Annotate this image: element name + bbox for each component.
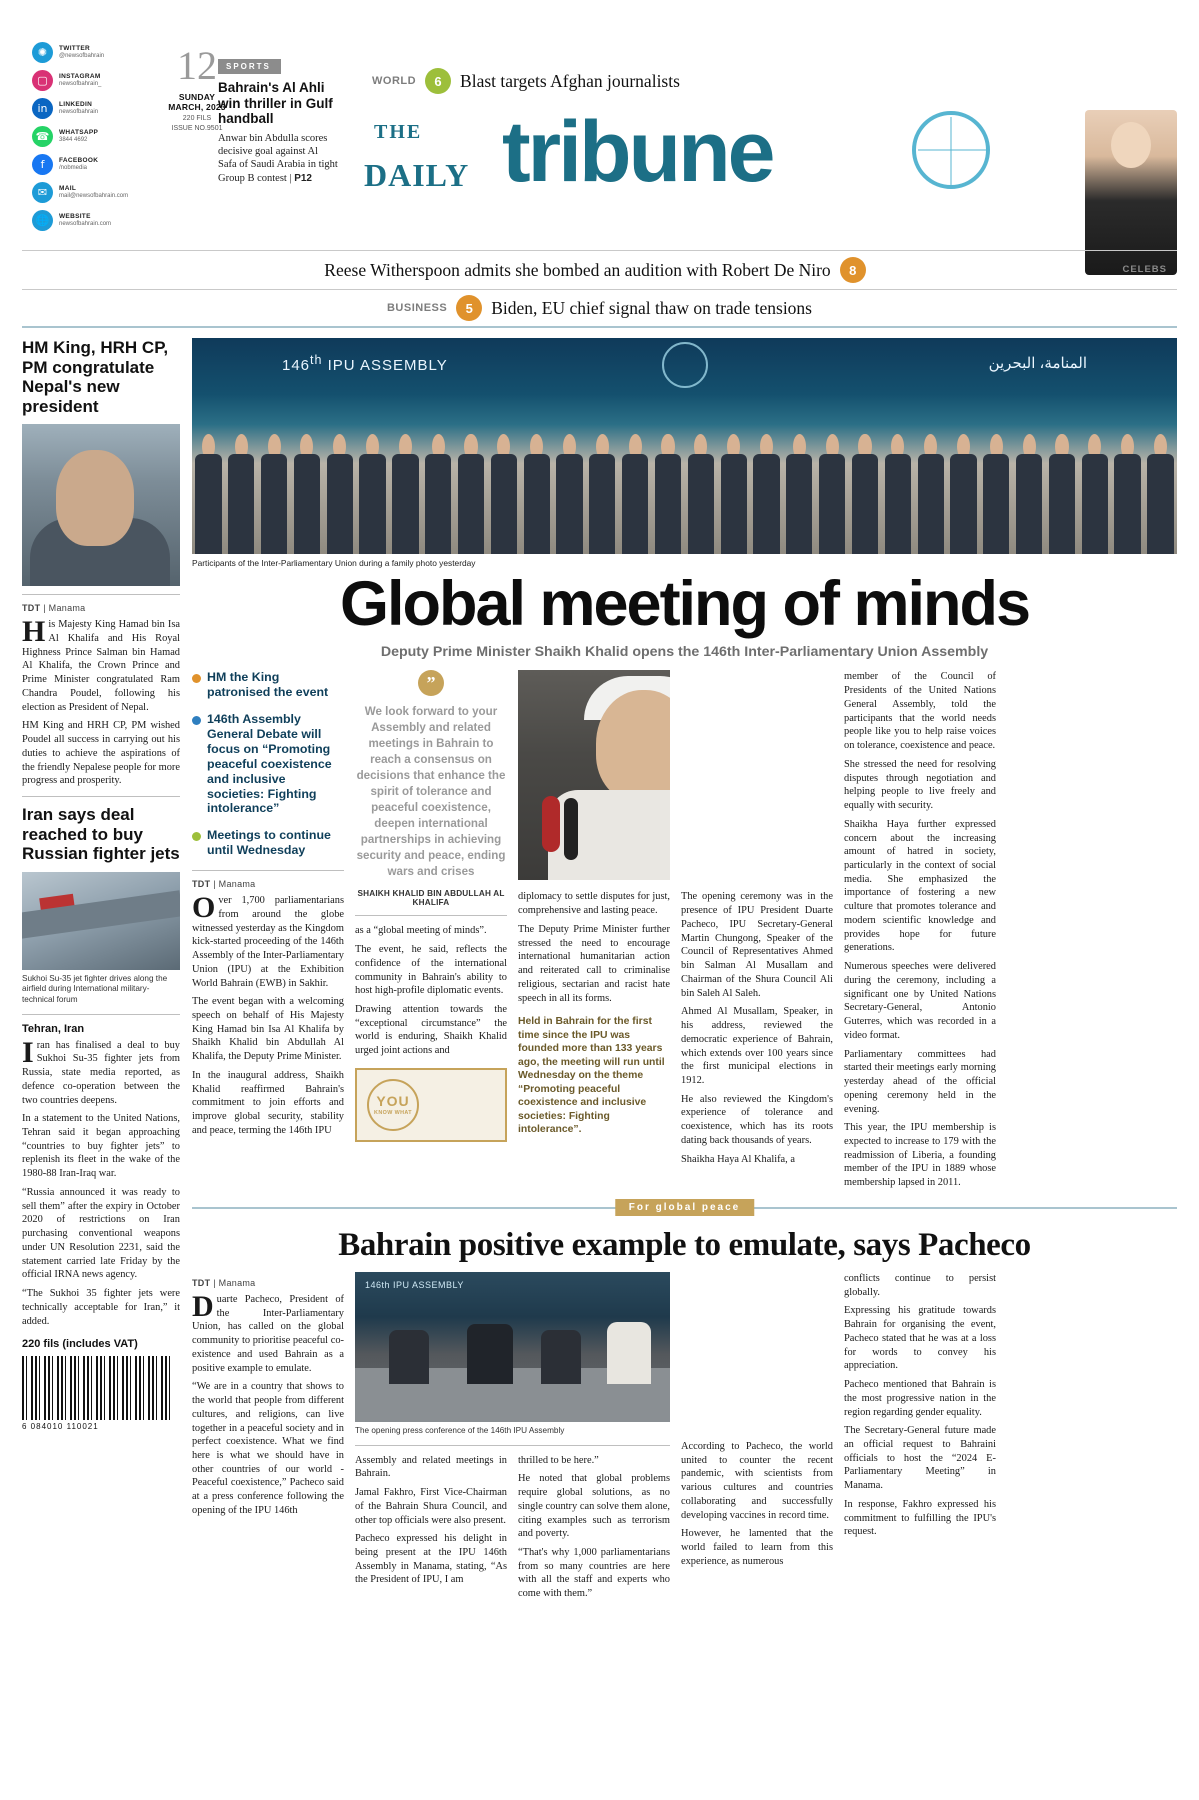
social-handle: @newsofbahrain [59, 52, 105, 59]
know-what-text: Held in Bahrain for the first time since the IPU was founded more than 133 years ago, the meeting will run until Wednesday on the theme “Promoting peaceful coexistence and inclusive societies: Fighting intolerance”. [518, 1016, 665, 1136]
byline-place: | Manama [213, 1277, 256, 1288]
social-row-mail[interactable] [32, 182, 152, 203]
paragraph: The event began with a welcoming speech on behalf of His Majesty King Hamad bin Isa Al Khalifa by Shaikh Khalid bin Abdullah Al Khalifa, the Deputy Prime Minister. [192, 996, 344, 1063]
left-rail [22, 338, 180, 1606]
section-divider [192, 1201, 1177, 1225]
photo-nepal-president [22, 424, 180, 586]
bullet-dot-icon [192, 716, 201, 725]
world-teaser-page-badge: 6 [425, 68, 451, 94]
logo-the: THE [374, 121, 423, 143]
sports-teaser[interactable] [218, 56, 338, 186]
lower-column-2 [355, 1272, 670, 1606]
sports-tag: SPORTS [218, 59, 281, 74]
bullet-text: HM the King patronised the event [207, 670, 329, 700]
business-teaser-text: Biden, EU chief signal thaw on trade tensions [491, 297, 812, 318]
paragraph: She stressed the need for resolving disputes through negotiation and helping people to live freely and equally with security. [844, 758, 996, 812]
business-teaser-page-badge: 5 [456, 295, 482, 321]
celeb-teaser-text: Reese Witherspoon admits she bombed an audition with Robert De Niro [324, 259, 831, 280]
social-row-website[interactable] [32, 210, 152, 231]
photo-ipu-family [192, 338, 1177, 554]
divider [355, 1445, 670, 1446]
paragraph: Pacheco expressed his delight in being present at the IPU 146th Assembly in Manama, stating, “As the President of IPU, I am [355, 1533, 507, 1586]
badge-bottom-label: KNOW WHAT [374, 1109, 412, 1116]
bullet-dot-icon [192, 832, 201, 841]
lower-column-1 [192, 1272, 344, 1606]
social-label: WEBSITE [59, 212, 91, 220]
pull-quote-column [355, 670, 507, 1194]
bullet-dot-icon [192, 674, 201, 683]
globe-icon: 🌐 [32, 210, 53, 231]
paragraph: conflicts continue to persist globally. [844, 1272, 996, 1298]
celeb-teaser-label: CELEBS [1122, 264, 1167, 275]
byline-place: | Manama [213, 879, 256, 890]
social-row-twitter[interactable] [32, 42, 152, 63]
main-story-columns [192, 670, 1177, 1194]
issue-day-number: 12 [177, 43, 217, 88]
logo-tribune: tribune [502, 104, 773, 200]
sports-teaser-text: Anwar bin Abdulla scores decisive goal against Al Safa of Saudi Arabia in tight Group B contest | [218, 132, 338, 184]
lower-column-4 [681, 1272, 833, 1606]
newspaper-logo[interactable] [352, 105, 1012, 230]
paragraph: HM King and HRH CP, PM wished Poudel all success in carrying out his duties to achieve the aspirations of the friendly Nepalese people for more progress and prosperity. [22, 720, 180, 787]
cover-price: 220 fils (includes VAT) [22, 1338, 138, 1351]
paragraph: In the inaugural address, Shaikh Khalid reaffirmed Bahrain's commitment to join efforts and improve global security, stability and peace, terming the 146th IPU [192, 1069, 344, 1136]
paragraph: His Majesty King Hamad bin Isa Al Khalifa and His Royal Highness Prince Salman bin Hamad Al Khalifa, the Crown Prince and Prime Minister congratulated Ram Chandra Poudel, following his election as President of Nepal. [22, 615, 180, 713]
issue-price: 220 FILS [182, 115, 212, 122]
paragraph: In a statement to the United Nations, Tehran said it began approaching “countries to buy fighter jets” to replenish its fleet in the wake of the 1980-88 Iran-Iraq war. [22, 1113, 180, 1180]
paragraph: Shaikha Haya Al Khalifa, a [681, 1153, 795, 1165]
social-label: TWITTER [59, 44, 90, 52]
social-handle: 3844 4692 [59, 136, 88, 143]
celeb-teaser-page-badge: 8 [840, 257, 866, 283]
paragraph: “Russia announced it was ready to sell them” after the expiry in October 2020 of restrictions on Iran purchasing conventional weapons under UN Resolution 2231, said the statement carried late Friday by the official IRNA news agency. [22, 1186, 180, 1281]
paragraph: Pacheco mentioned that Bahrain is the most progressive nation in the region regarding gender equality. [844, 1379, 996, 1418]
social-handle: mail@newsofbahrain.com [59, 192, 129, 199]
social-row-instagram[interactable] [32, 70, 152, 91]
pull-quote-attribution: SHAIKH KHALID BIN ABDULLAH AL KHALIFA [357, 889, 505, 908]
photo-caption-presser: The opening press conference of the 146th IPU Assembly [355, 1425, 565, 1435]
paragraph: The Deputy Prime Minister further stressed the need to encourage international humanitarian action and reiterated call to criminalise religious, sectarian and racist hate speech in all its forms. [518, 923, 670, 1004]
paragraph: Ahmed Al Musallam, Speaker, in his address, reviewed the democratic experience of Bahrain, which extends over 100 years since the first municipal elections in 1912. [681, 1006, 833, 1087]
paragraph: In response, Fakhro expressed his commitment to fulfilling the IPU's request. [844, 1498, 996, 1538]
paragraph: Duarte Pacheco, President of the Inter-Parliamentary Union, has called on the global community to prioritise peaceful co-existence and used Bahrain as a positive example to emulate. [192, 1289, 344, 1374]
main-content [192, 338, 1177, 1606]
mail-icon: ✉ [32, 182, 53, 203]
hero-banner-sup: th [310, 352, 323, 367]
social-label: MAIL [59, 184, 77, 192]
divider [22, 594, 180, 595]
social-links [32, 42, 152, 238]
sports-teaser-body [218, 132, 338, 186]
paragraph: However, he lamented that the world failed to learn from this experience, as numerous [681, 1528, 833, 1567]
social-row-facebook[interactable] [32, 154, 152, 175]
facebook-icon: f [32, 154, 53, 175]
issue-date: MARCH, 2023 [168, 102, 226, 112]
byline-lower [192, 1278, 344, 1288]
story-text-column-4 [681, 670, 833, 1194]
hero-banner-rest: IPU ASSEMBLY [322, 356, 448, 374]
paragraph: Drawing attention towards the “exceptional circumstance” the world is enduring, Shaikh Khalid urged joint actions and [355, 1003, 507, 1057]
pull-quote-text: We look forward to your Assembly and related meetings in Bahrain to reach a consensus on decisions that enhance the spirit of tolerance and peaceful coexistence, deepen international partnerships in achieving security and peace, ending wars and crises [356, 705, 506, 879]
hero-banner-right: المنامة، البحرين [988, 355, 1087, 372]
whatsapp-icon: ☎ [32, 126, 53, 147]
photo-shaikh-khalid [518, 670, 670, 880]
hero-banner-number: 146 [282, 356, 311, 374]
world-teaser-text: Blast targets Afghan journalists [460, 70, 680, 91]
social-handle: newsofbahrain_ [59, 80, 102, 87]
social-label: FACEBOOK [59, 156, 99, 164]
photo-banner-label: 146th IPU ASSEMBLY [365, 1279, 464, 1290]
instagram-icon: ▢ [32, 70, 53, 91]
byline-place: | Manama [43, 603, 86, 614]
paragraph: Shaikha Haya further expressed concern about the increasing amount of hatred in society, particularly in the context of social media. She emphasized the importance of fostering a new culture that promotes tolerance and modern scientific knowledge and provides hope for future generations. [844, 818, 996, 954]
social-label: WHATSAPP [59, 128, 99, 136]
paragraph: Assembly and related meetings in Bahrain. [355, 1454, 507, 1480]
byline-source: TDT [192, 1277, 211, 1288]
story-headline-pacheco[interactable]: Bahrain positive example to emulate, says Pacheco [338, 1226, 1031, 1263]
section-tag: For global peace [615, 1199, 754, 1216]
divider [22, 1014, 180, 1015]
bullet-text: Meetings to continue until Wednesday [207, 828, 331, 858]
story-headline-nepal[interactable]: HM King, HRH CP, PM congratulate Nepal's new president [22, 338, 169, 416]
social-label: INSTAGRAM [59, 72, 101, 80]
social-handle: newsofbahrain.com [59, 220, 112, 227]
pull-quote [355, 670, 507, 907]
paragraph: The opening ceremony was in the presence of IPU President Duarte Pacheco, IPU Secretary-General Martin Chungong, Speaker of the Council of Representatives Ahmed bin Salman Al Musallam and Chairman of the Shura Council Ali bin Saleh Al Saleh. [681, 891, 833, 999]
barcode-number: 6 084010 110021 [22, 1422, 99, 1432]
barcode [22, 1356, 172, 1420]
byline-source: TDT [22, 603, 41, 614]
page-subtitle: Deputy Prime Minister Shaikh Khalid opens the 146th Inter-Parliamentary Union Assembly [380, 644, 989, 661]
paragraph: Over 1,700 parliamentarians from around the globe witnessed yesterday as the Kingdom kick-started proceeding of the 146th Assembly of the Inter-Parliamentary Union (IPU) at the Exhibition World Bahrain (EWB) in Sakhir. [192, 891, 344, 989]
lower-story-columns [192, 1272, 1177, 1606]
logo-daily: DAILY [364, 157, 470, 193]
byline-source: TDT [192, 879, 211, 890]
photo-sukhoi-jet [22, 872, 180, 970]
bullet-item [192, 670, 344, 700]
bullet-text: 146th Assembly General Debate will focus on “Promoting peaceful coexistence and inclusive societies: Fighting intolerance” [207, 712, 332, 816]
paragraph: The event, he said, reflects the confidence of the international community in Bahrain's ability to host high-profile diplomatic events. [355, 944, 507, 997]
sports-teaser-headline: Bahrain's Al Ahli win thriller in Gulf handball [218, 80, 333, 127]
issue-number-label: ISSUE NO.9501 [171, 125, 223, 132]
bullet-item [192, 712, 344, 816]
photo-caption-jet: Sukhoi Su-35 jet fighter drives along the airfield during International military-technical forum [22, 973, 168, 1004]
paragraph: He noted that global problems require global solutions, as no single country can solve them alone, citing examples such as terrorism and poverty. [518, 1473, 670, 1540]
social-handle: /nobmedia [59, 164, 88, 171]
group-photo-figures [192, 426, 1177, 554]
divider [355, 915, 507, 916]
globe-icon [662, 342, 708, 388]
paragraph: Expressing his gratitude towards Bahrain for organising the event, Pacheco stated that he was at a loss for words to convey his appreciation. [844, 1305, 996, 1372]
photo-press-conference [355, 1272, 670, 1422]
business-teaser-label: BUSINESS [386, 302, 448, 314]
paragraph: According to Pacheco, the world united to counter the recent pandemic, with scientists from various cultures and countries collaborating and successfully developing vaccines in record time. [681, 1440, 833, 1521]
linkedin-icon: in [32, 98, 53, 119]
paragraph: Numerous speeches were delivered during the ceremony, including a significant one by United Nations Secretary-General, Antonio Guterres, which was recorded in a video format. [844, 961, 996, 1041]
paragraph: Iran has finalised a deal to buy Sukhoi Su-35 fighter jets from Russia, state media reported, as defence co-operation between the two countries deepens. [22, 1035, 180, 1106]
story-headline-iran[interactable]: Iran says deal reached to buy Russian fighter jets [22, 805, 180, 864]
paragraph: Jamal Fakhro, First Vice-Chairman of the Bahrain Shura Council, and other top officials were also present. [355, 1487, 507, 1526]
paragraph: “We are in a country that shows to the world that people from different cultures, and religions, can live together in a peaceful society and in perfect coexistence. What we find here is what we should have in other countries of our world - Peaceful coexistence,” Pacheco said at a press conference following the opening of the IPU 146th [192, 1381, 344, 1516]
photo-caption-hero: Participants of the Inter-Parliamentary Union during a family photo yesterday [192, 558, 476, 568]
paragraph: diplomacy to settle disputes for just, comprehensive and lasting peace. [518, 891, 670, 917]
lower-column-5 [844, 1272, 996, 1606]
celeb-teaser-bar[interactable] [22, 250, 1177, 290]
sports-teaser-page: P12 [294, 172, 312, 184]
social-row-linkedin[interactable] [32, 98, 152, 119]
paragraph: “That's why 1,000 parliamentarians from so many countries are here with all the staff and experts who come with them.” [518, 1546, 670, 1600]
world-teaser-label: WORLD [372, 75, 417, 87]
badge-top-label: YOU [376, 1092, 410, 1109]
business-teaser-bar[interactable] [22, 290, 1177, 328]
divider [192, 870, 344, 871]
social-handle: newsofbahrain [59, 108, 99, 115]
story-bullets [192, 670, 344, 1194]
know-what-box [355, 1068, 507, 1142]
bullet-item [192, 828, 344, 858]
paragraph: The Secretary-General future made an official request to Bahraini officials to host the “2024 E-Parliamentary Meeting” in Manama. [844, 1425, 996, 1492]
paragraph: He also reviewed the Kingdom's experience of tolerance and coexistence, which has its roots dating back thousands of years. [681, 1093, 833, 1146]
paragraph: thrilled to be here.” [518, 1454, 599, 1466]
paragraph: member of the Council of Presidents of the United Nations General Assembly, told the participants that the world needs people like you to help raise voices on tolerance, coexistence and peace. [844, 671, 996, 752]
paragraph: This year, the IPU membership is expected to increase to 179 with the readmission of Liberia, a founding member of the IPU in 1889 whose membership lapsed in 2011. [844, 1122, 996, 1189]
hero-banner-left [282, 353, 448, 374]
paragraph: “The Sukhoi 35 fighter jets were technically acceptable for Iran,” it added. [22, 1288, 180, 1327]
page-body [22, 338, 1177, 1606]
world-teaser[interactable] [372, 68, 680, 94]
story-text-column-5 [844, 670, 996, 1194]
paragraph: Parliamentary committees had started their meetings early morning yesterday ahead of the official opening ceremony held in the evening. [844, 1048, 996, 1115]
masthead [22, 0, 1177, 250]
globe-icon [912, 111, 990, 189]
issue-weekday: SUNDAY [178, 92, 216, 102]
story-text-column-3 [518, 670, 670, 1194]
paragraph: as a “global meeting of minds”. [355, 925, 487, 937]
page-title: Global meeting of minds [339, 569, 1030, 639]
byline-main [192, 879, 344, 889]
social-label: LINKEDIN [59, 100, 93, 108]
twitter-icon: ✺ [32, 42, 53, 63]
you-know-what-badge [367, 1079, 419, 1131]
quote-icon: ” [418, 670, 444, 696]
dateline-tehran: Tehran, Iran [22, 1022, 85, 1035]
byline-nepal [22, 603, 180, 613]
divider [22, 796, 180, 797]
social-row-whatsapp[interactable] [32, 126, 152, 147]
